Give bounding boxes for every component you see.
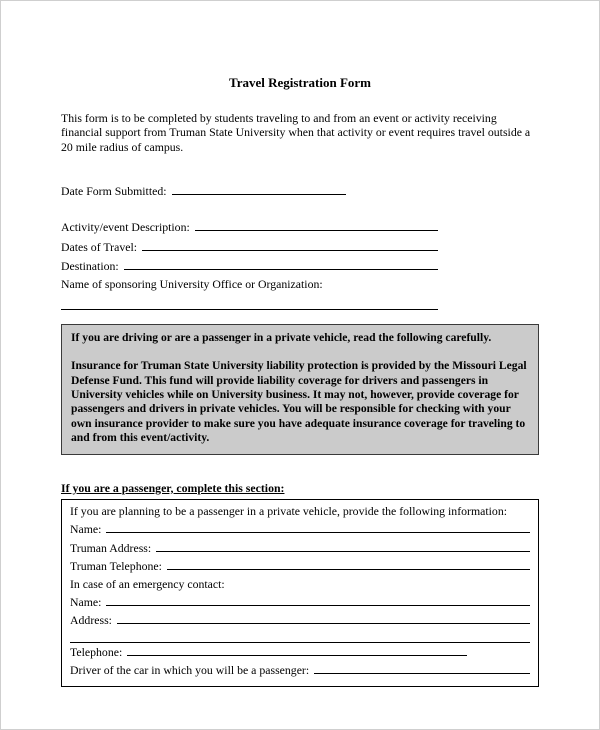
dates-of-travel-label: Dates of Travel:	[61, 239, 138, 254]
truman-address-row	[70, 539, 530, 557]
emergency-name-blank[interactable]	[106, 593, 530, 606]
truman-telephone-label: Truman Telephone:	[70, 559, 162, 574]
passenger-name-label: Name:	[70, 522, 102, 537]
insurance-notice-body: Insurance for Truman State University liability protection is provided by the Missouri Legal Defense Fund. This fund will provide liability coverage for drivers and passengers in University vehicles while on University business. It may not, however, provide coverage for passengers and drivers in private vehicles. You will be responsible for checking with your own insurance provider to make sure you have adequate insurance coverage for traveling to and from this event/activity.	[71, 359, 527, 445]
insurance-notice-box	[61, 324, 539, 455]
passenger-name-blank[interactable]	[106, 520, 530, 533]
sponsor-label: Name of sponsoring University Office or Organization:	[61, 276, 323, 291]
emergency-address-label: Address:	[70, 613, 112, 628]
date-submitted-label: Date Form Submitted:	[61, 184, 167, 199]
truman-telephone-row	[70, 557, 530, 575]
passenger-section-box	[61, 499, 539, 687]
destination-label: Destination:	[61, 259, 119, 274]
telephone-blank[interactable]	[127, 643, 467, 656]
emergency-contact-label: In case of an emergency contact:	[70, 576, 225, 591]
driver-blank[interactable]	[314, 661, 530, 674]
activity-blank[interactable]	[195, 218, 438, 231]
driver-label: Driver of the car in which you will be a passenger:	[70, 663, 310, 678]
date-submitted-blank[interactable]	[172, 182, 346, 195]
passenger-section-heading: If you are a passenger, complete this section:	[61, 480, 285, 495]
activity-label: Activity/event Description:	[61, 220, 190, 235]
date-submitted-row	[61, 182, 346, 198]
activity-row	[61, 218, 438, 234]
driver-row	[70, 661, 530, 679]
passenger-name-row	[70, 520, 530, 538]
emergency-address-blank-2[interactable]	[70, 630, 530, 643]
page-title: Travel Registration Form	[229, 75, 371, 90]
destination-row	[61, 257, 438, 273]
truman-address-label: Truman Address:	[70, 540, 152, 555]
document-content	[1, 1, 599, 687]
intro-paragraph: This form is to be completed by students traveling to and from an event or activity receiving financial support from Truman State University when that activity or event requires travel outside a 20 mile radius of campus.	[61, 110, 531, 154]
sponsor-blank-row	[61, 297, 438, 310]
truman-address-blank[interactable]	[156, 539, 530, 552]
destination-blank[interactable]	[124, 257, 438, 270]
telephone-row	[70, 643, 530, 661]
insurance-notice-heading: If you are driving or are a passenger in a private vehicle, read the following carefully.	[71, 330, 492, 344]
emergency-name-label: Name:	[70, 595, 102, 610]
telephone-label: Telephone:	[70, 644, 123, 659]
emergency-address-row	[70, 611, 530, 629]
truman-telephone-blank[interactable]	[167, 557, 530, 570]
passenger-intro: If you are planning to be a passenger in a private vehicle, provide the following information:	[70, 504, 508, 518]
emergency-name-row	[70, 593, 530, 611]
emergency-address-continued-row	[70, 630, 530, 643]
dates-of-travel-row	[61, 238, 438, 254]
dates-of-travel-blank[interactable]	[142, 238, 438, 251]
emergency-address-blank[interactable]	[117, 611, 530, 624]
sponsor-blank[interactable]	[61, 297, 438, 310]
